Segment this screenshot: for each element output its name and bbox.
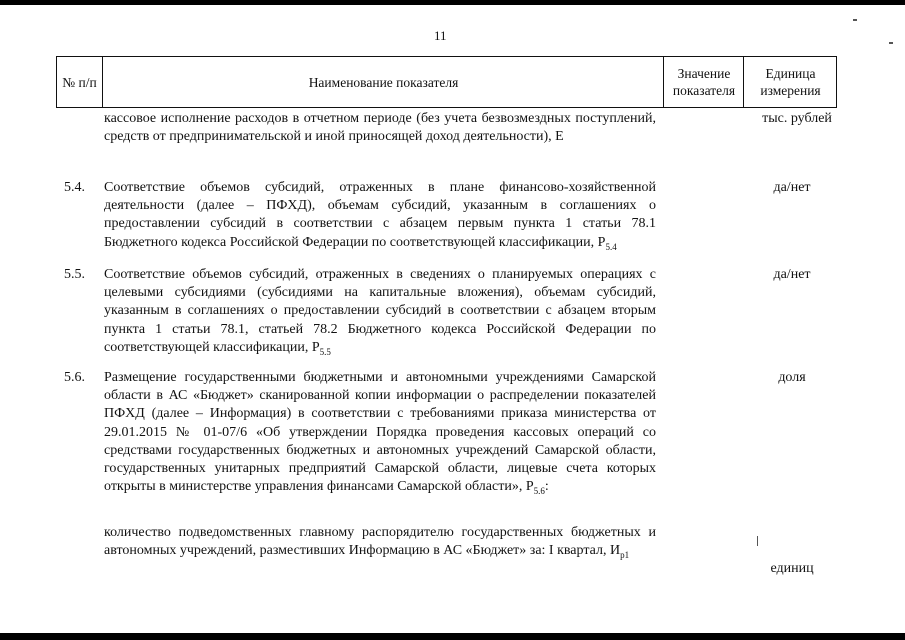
table-header — [56, 56, 837, 108]
scan-mark — [853, 19, 857, 21]
header-indicator-value: Значение показателя — [663, 57, 744, 107]
header-unit: Единица измерения — [743, 57, 837, 107]
header-number: № п/п — [62, 74, 97, 90]
header-indicator-name: Наименование показателя — [102, 57, 664, 107]
table-row-text: Размещение государственными бюджетными и автономными учреждениями Самарской области в АС «Бюджет» сканированной копии информации о распределении показателей ПФХД (далее – Информация) в соответствии с требованиями приказа министерства от 29.01.2015 № 01-07/6 «Об утверждении Порядка проведения кассовых операций со средствами государственных бюджетных и автономных учреждений Самарской области, государственных унитарных предприятий Самарской области, лицевые счета которых открыты в министерстве управления финансами Самарской области», $P_{5.6}$: — [104, 370, 656, 497]
table-row-text: кассовое исполнение расходов в отчетном периоде (без учета безвозмездных поступлений, средств от предпринимательской и иной приносящей доход деятельности), Е — [104, 111, 656, 145]
table-row-unit: да/нет — [773, 180, 811, 195]
scan-edge-top — [0, 0, 905, 5]
table-row-number: 5.6. — [64, 370, 85, 385]
table-row-text: Соответствие объемов субсидий, отраженных в плане финансово-хозяйственной деятельности (далее – ПФХД), объемам субсидий, указанным в соглашениях о предоставлении субсидий в соответствии с абзацем первым пункта 1 статьи 78.1 Бюджетного кодекса Российской Федерации по соответствующей классификации, $P_{5.4}$ — [104, 180, 656, 252]
table-row-number: 5.5. — [64, 267, 85, 282]
table-row-unit: да/нет — [773, 267, 811, 282]
table-row-unit: единиц — [770, 561, 814, 576]
scan-mark — [889, 42, 893, 44]
table-row-number: 5.4. — [64, 180, 85, 195]
table-row-unit: тыс. рублей — [762, 111, 832, 126]
table-row-text: количество подведомственных главному распорядителю государственных бюджетных и автономных учреждений, разместивших Информацию в АС «Бюджет» за: I квартал, $И_{р1}$ — [104, 525, 656, 560]
scan-edge-bottom — [0, 633, 905, 640]
table-row-text: Соответствие объемов субсидий, отраженных в сведениях о планируемых операциях с целевыми субсидиями (субсидиями на капитальные вложения), объемам субсидий, указанным в соглашениях о предоставлении субсидий в соответствии с абзацем вторым пункта 1 статьи 78.1, статьей 78.2 Бюджетного кодекса Российской Федерации по соответствующей классификации, $P_{5.5}$ — [104, 267, 656, 357]
page-number: 11 — [434, 28, 447, 43]
scan-mark — [757, 536, 758, 546]
table-row-unit: доля — [778, 370, 806, 385]
